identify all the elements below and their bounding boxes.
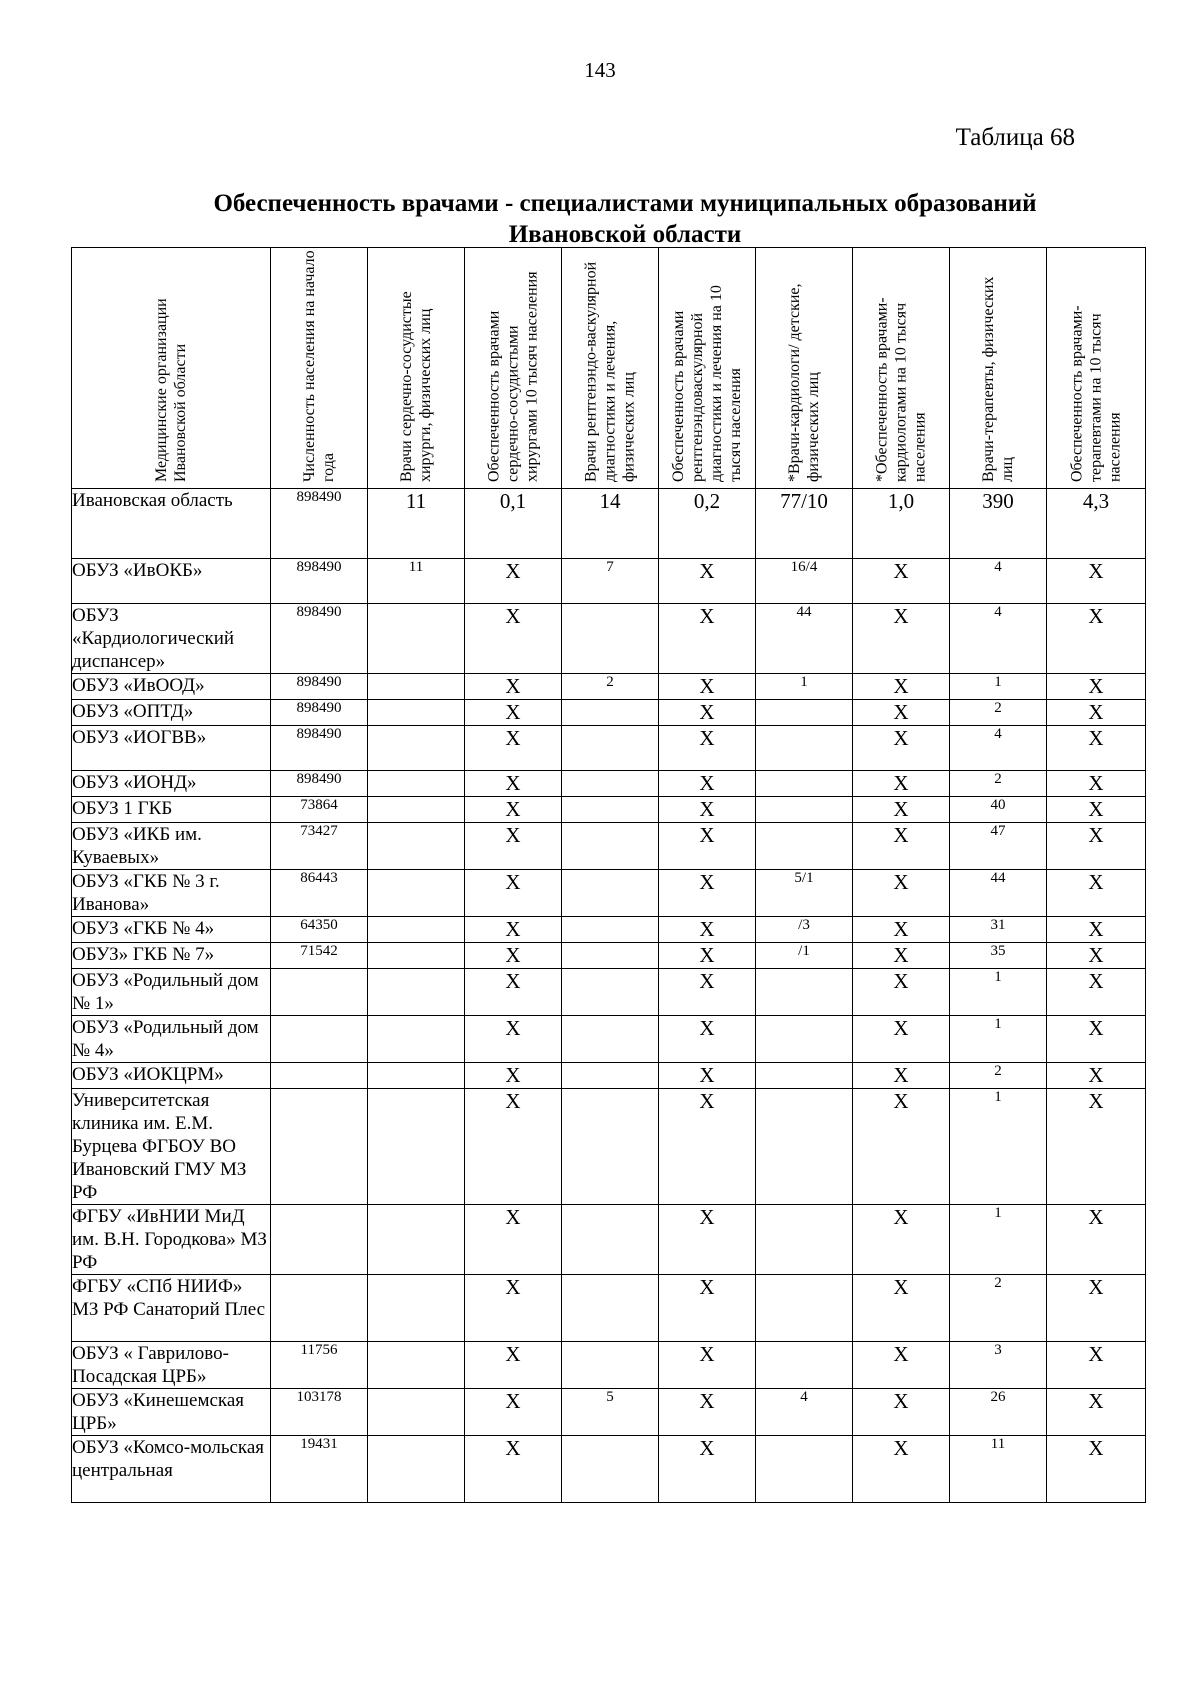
table-cell: Х xyxy=(1047,1389,1146,1436)
table-cell xyxy=(562,726,659,771)
table-cell: Х xyxy=(853,943,950,969)
table-cell xyxy=(368,969,465,1016)
organization-name: ОБУЗ «ИОКЦРМ» xyxy=(72,1063,271,1089)
organization-name: Ивановская область xyxy=(72,489,271,559)
table-cell xyxy=(756,1016,853,1063)
table-cell: Х xyxy=(659,1342,756,1389)
table-cell xyxy=(368,1205,465,1275)
table-cell: 73864 xyxy=(271,797,368,823)
table-cell: 1 xyxy=(950,1205,1047,1275)
table-cell: Х xyxy=(465,870,562,917)
table-cell: Х xyxy=(465,1205,562,1275)
table-cell: 44 xyxy=(950,870,1047,917)
table-cell: Х xyxy=(659,1016,756,1063)
table-cell: Х xyxy=(1047,797,1146,823)
table-cell: Х xyxy=(853,1275,950,1342)
column-header: Врачи рентгенэндо-васкулярной диагностики и лечения, физических лиц xyxy=(562,248,659,489)
table-row xyxy=(72,674,1146,700)
organization-name: ОБУЗ» ГКБ № 7» xyxy=(72,943,271,969)
table-cell: Х xyxy=(659,943,756,969)
table-cell: Х xyxy=(465,700,562,726)
table-cell: Х xyxy=(1047,917,1146,943)
table-cell: Х xyxy=(853,771,950,797)
table-row xyxy=(72,1389,1146,1436)
table-cell: Х xyxy=(659,1063,756,1089)
table-cell: 35 xyxy=(950,943,1047,969)
table-cell xyxy=(368,1016,465,1063)
table-cell: Х xyxy=(1047,969,1146,1016)
table-cell xyxy=(562,1089,659,1205)
table-cell: Х xyxy=(465,726,562,771)
table-cell xyxy=(562,1205,659,1275)
table-cell: 1 xyxy=(950,674,1047,700)
table-cell xyxy=(271,1205,368,1275)
organization-name: ОБУЗ «ИОНД» xyxy=(72,771,271,797)
table-cell xyxy=(562,1275,659,1342)
table-cell: Х xyxy=(659,797,756,823)
table-cell: Х xyxy=(1047,870,1146,917)
table-cell: /3 xyxy=(756,917,853,943)
table-cell xyxy=(756,771,853,797)
table-cell: 44 xyxy=(756,604,853,674)
table-row xyxy=(72,700,1146,726)
table-cell: Х xyxy=(853,1342,950,1389)
table-cell: Х xyxy=(853,823,950,870)
table-cell: 1,0 xyxy=(853,489,950,559)
table-cell: 64350 xyxy=(271,917,368,943)
organization-name: ОБУЗ « Гаврилово-Посадская ЦРБ» xyxy=(72,1342,271,1389)
table-cell: Х xyxy=(853,917,950,943)
table-cell: 3 xyxy=(950,1342,1047,1389)
table-cell xyxy=(562,870,659,917)
table-cell xyxy=(562,797,659,823)
column-header: Численность населения на начало года xyxy=(271,248,368,489)
table-cell: Х xyxy=(659,1389,756,1436)
table-cell: Х xyxy=(1047,1275,1146,1342)
table-cell: Х xyxy=(465,1016,562,1063)
organization-name: ОБУЗ «ГКБ № 3 г. Иванова» xyxy=(72,870,271,917)
table-cell: Х xyxy=(853,797,950,823)
table-cell: Х xyxy=(1047,1063,1146,1089)
organization-name: Университетская клиника им. Е.М. Бурцева ФГБОУ ВО Ивановский ГМУ МЗ РФ xyxy=(72,1089,271,1205)
table-cell xyxy=(368,1436,465,1503)
table-cell: Х xyxy=(853,726,950,771)
table-cell: Х xyxy=(1047,823,1146,870)
table-cell xyxy=(756,1342,853,1389)
table-cell xyxy=(368,1089,465,1205)
table-cell: 1 xyxy=(756,674,853,700)
table-cell xyxy=(756,1063,853,1089)
table-cell: Х xyxy=(659,726,756,771)
table-cell: 2 xyxy=(950,700,1047,726)
table-row xyxy=(72,1436,1146,1503)
table-cell xyxy=(756,1089,853,1205)
table-cell: Х xyxy=(1047,943,1146,969)
organization-name: ОБУЗ «Кинешемская ЦРБ» xyxy=(72,1389,271,1436)
table-cell: Х xyxy=(465,559,562,604)
table-row xyxy=(72,1063,1146,1089)
table-cell: Х xyxy=(659,674,756,700)
table-cell xyxy=(562,1342,659,1389)
table-cell: 86443 xyxy=(271,870,368,917)
table-cell xyxy=(368,943,465,969)
table-cell: 898490 xyxy=(271,700,368,726)
column-header: Обеспеченность врачами сердечно-сосудистыми хирургами 10 тысяч населения xyxy=(465,248,562,489)
table-cell: Х xyxy=(465,604,562,674)
page-number: 143 xyxy=(584,58,616,82)
organization-name: ОБУЗ «ИКБ им. Куваевых» xyxy=(72,823,271,870)
table-cell: 2 xyxy=(562,674,659,700)
organization-name: ОБУЗ «Родильный дом № 4» xyxy=(72,1016,271,1063)
table-row xyxy=(72,969,1146,1016)
organization-name: ОБУЗ «ОПТД» xyxy=(72,700,271,726)
table-cell: 4,3 xyxy=(1047,489,1146,559)
table-cell: Х xyxy=(1047,1342,1146,1389)
table-cell: Х xyxy=(853,559,950,604)
table-cell: Х xyxy=(465,674,562,700)
table-cell: Х xyxy=(1047,1089,1146,1205)
table-cell: 73427 xyxy=(271,823,368,870)
table-row xyxy=(72,771,1146,797)
table-cell: Х xyxy=(853,969,950,1016)
table-cell: Х xyxy=(1047,1205,1146,1275)
table-cell: Х xyxy=(853,1389,950,1436)
table-cell: Х xyxy=(853,1063,950,1089)
table-cell: 1 xyxy=(950,1016,1047,1063)
column-header: Врачи-терапевты, физических лиц xyxy=(950,248,1047,489)
table-cell xyxy=(368,726,465,771)
table-cell: 77/10 xyxy=(756,489,853,559)
table-cell: 898490 xyxy=(271,489,368,559)
table-cell xyxy=(271,1016,368,1063)
table-cell: 5 xyxy=(562,1389,659,1436)
header-row xyxy=(72,248,1146,489)
table-cell: Х xyxy=(659,870,756,917)
table-cell: Х xyxy=(853,674,950,700)
table-cell: Х xyxy=(659,917,756,943)
table-cell: Х xyxy=(659,1089,756,1205)
table-cell: 103178 xyxy=(271,1389,368,1436)
table-cell xyxy=(756,1205,853,1275)
table-cell: Х xyxy=(465,823,562,870)
table-cell: 11 xyxy=(950,1436,1047,1503)
organization-name: ОБУЗ «Комсо-мольская центральная xyxy=(72,1436,271,1503)
table-cell: 71542 xyxy=(271,943,368,969)
table-cell: 31 xyxy=(950,917,1047,943)
table-cell: 4 xyxy=(950,559,1047,604)
table-cell: 898490 xyxy=(271,726,368,771)
table-cell xyxy=(756,969,853,1016)
table-row xyxy=(72,1275,1146,1342)
table-cell xyxy=(271,1063,368,1089)
table-row xyxy=(72,726,1146,771)
table-cell xyxy=(562,700,659,726)
table-cell: Х xyxy=(465,1063,562,1089)
table-cell: 898490 xyxy=(271,604,368,674)
table-cell: Х xyxy=(1047,700,1146,726)
column-header: Обеспеченность врачами рентгенэндоваскулярной диагностики и лечения на 10 тысяч населения xyxy=(659,248,756,489)
table-cell xyxy=(562,969,659,1016)
column-header: Медицинские организации Ивановской области xyxy=(72,248,271,489)
organization-name: ОБУЗ «ИвООД» xyxy=(72,674,271,700)
table-cell: 898490 xyxy=(271,559,368,604)
table-cell xyxy=(368,1063,465,1089)
table-cell: Х xyxy=(659,1205,756,1275)
table-cell: Х xyxy=(659,700,756,726)
doctors-table xyxy=(71,247,1146,1503)
table-row xyxy=(72,1205,1146,1275)
table-cell: Х xyxy=(853,870,950,917)
table-cell xyxy=(368,1389,465,1436)
table-cell xyxy=(271,969,368,1016)
table-cell: Х xyxy=(853,1436,950,1503)
table-row xyxy=(72,604,1146,674)
table-row xyxy=(72,1089,1146,1205)
table-row xyxy=(72,1342,1146,1389)
table-cell xyxy=(562,771,659,797)
table-cell xyxy=(562,604,659,674)
organization-name: ОБУЗ «ИОГВВ» xyxy=(72,726,271,771)
table-cell: Х xyxy=(1047,674,1146,700)
table-cell: Х xyxy=(1047,559,1146,604)
organization-name: ОБУЗ «Кардиологический диспансер» xyxy=(72,604,271,674)
table-cell: Х xyxy=(465,797,562,823)
table-cell xyxy=(368,797,465,823)
organization-name: ОБУЗ «Родильный дом № 1» xyxy=(72,969,271,1016)
table-cell: 19431 xyxy=(271,1436,368,1503)
organization-name: ФГБУ «СПб НИИФ» МЗ РФ Санаторий Плес xyxy=(72,1275,271,1342)
column-header: Врачи сердечно-сосудистые хирурги, физических лиц xyxy=(368,248,465,489)
table-cell xyxy=(368,870,465,917)
table-cell: 47 xyxy=(950,823,1047,870)
organization-name: ОБУЗ «ГКБ № 4» xyxy=(72,917,271,943)
column-header: *Обеспеченность врачами-кардиологами на 10 тысяч населения xyxy=(853,248,950,489)
table-cell: Х xyxy=(853,700,950,726)
table-cell: Х xyxy=(465,1089,562,1205)
table-row xyxy=(72,917,1146,943)
table-cell: 26 xyxy=(950,1389,1047,1436)
table-cell xyxy=(368,1275,465,1342)
table-cell xyxy=(271,1089,368,1205)
table-cell: Х xyxy=(853,1016,950,1063)
table-row xyxy=(72,823,1146,870)
table-cell: Х xyxy=(1047,726,1146,771)
table-cell: 11756 xyxy=(271,1342,368,1389)
column-header: *Врачи-кардиологи/ детские, физических лиц xyxy=(756,248,853,489)
table-cell xyxy=(368,823,465,870)
table-cell: Х xyxy=(465,771,562,797)
table-cell xyxy=(756,823,853,870)
table-cell: Х xyxy=(659,1436,756,1503)
table-row xyxy=(72,797,1146,823)
table-cell: 4 xyxy=(950,604,1047,674)
table-cell: Х xyxy=(465,1342,562,1389)
table-cell xyxy=(368,604,465,674)
table-cell: Х xyxy=(1047,604,1146,674)
table-cell: Х xyxy=(1047,1016,1146,1063)
table-cell xyxy=(756,1275,853,1342)
table-cell: 2 xyxy=(950,1063,1047,1089)
table-cell: 1 xyxy=(950,1089,1047,1205)
table-cell xyxy=(756,797,853,823)
table-cell xyxy=(756,1436,853,1503)
table-cell: 5/1 xyxy=(756,870,853,917)
table-cell: Х xyxy=(853,1205,950,1275)
table-cell: Х xyxy=(465,917,562,943)
table-cell: Х xyxy=(659,969,756,1016)
table-cell xyxy=(368,771,465,797)
table-cell: Х xyxy=(659,604,756,674)
table-cell xyxy=(562,1016,659,1063)
table-cell xyxy=(562,943,659,969)
table-cell: Х xyxy=(659,823,756,870)
table-cell: Х xyxy=(853,604,950,674)
table-cell: 11 xyxy=(368,489,465,559)
table-cell: 11 xyxy=(368,559,465,604)
table-cell xyxy=(271,1275,368,1342)
table-row xyxy=(72,1016,1146,1063)
table-cell: 898490 xyxy=(271,674,368,700)
table-cell: 4 xyxy=(756,1389,853,1436)
table-label: Таблица 68 xyxy=(955,124,1075,151)
table-row xyxy=(72,489,1146,559)
table-cell: 390 xyxy=(950,489,1047,559)
table-cell: 2 xyxy=(950,1275,1047,1342)
table-cell: Х xyxy=(465,969,562,1016)
table-cell xyxy=(368,700,465,726)
table-cell: 0,1 xyxy=(465,489,562,559)
table-cell: 898490 xyxy=(271,771,368,797)
table-cell: Х xyxy=(853,1089,950,1205)
table-cell: 7 xyxy=(562,559,659,604)
table-cell: /1 xyxy=(756,943,853,969)
table-cell xyxy=(562,823,659,870)
table-cell: Х xyxy=(659,1275,756,1342)
table-cell: Х xyxy=(465,1275,562,1342)
column-header: Обеспеченность врачами-терапевтами на 10 тысяч населения xyxy=(1047,248,1146,489)
table-cell: 4 xyxy=(950,726,1047,771)
table-cell xyxy=(562,917,659,943)
table-cell xyxy=(368,917,465,943)
table-cell: Х xyxy=(1047,1436,1146,1503)
table-row xyxy=(72,559,1146,604)
organization-name: ФГБУ «ИвНИИ МиД им. В.Н. Городкова» МЗ РФ xyxy=(72,1205,271,1275)
table-cell: Х xyxy=(465,943,562,969)
table-cell: 1 xyxy=(950,969,1047,1016)
organization-name: ОБУЗ «ИвОКБ» xyxy=(72,559,271,604)
table-cell xyxy=(756,726,853,771)
table-cell: Х xyxy=(1047,771,1146,797)
table-cell xyxy=(562,1063,659,1089)
table-title: Обеспеченность врачами - специалистами муниципальных образований Ивановской области xyxy=(213,190,1037,248)
table-cell: Х xyxy=(465,1389,562,1436)
table-cell: Х xyxy=(465,1436,562,1503)
table-cell: Х xyxy=(659,771,756,797)
organization-name: ОБУЗ 1 ГКБ xyxy=(72,797,271,823)
table-cell: Х xyxy=(659,559,756,604)
table-cell xyxy=(368,1342,465,1389)
table-row xyxy=(72,870,1146,917)
table-cell xyxy=(756,700,853,726)
table-cell xyxy=(562,1436,659,1503)
table-cell: 16/4 xyxy=(756,559,853,604)
table-cell: 2 xyxy=(950,771,1047,797)
table-cell xyxy=(368,674,465,700)
table-cell: 14 xyxy=(562,489,659,559)
table-cell: 40 xyxy=(950,797,1047,823)
table-row xyxy=(72,943,1146,969)
table-cell: 0,2 xyxy=(659,489,756,559)
